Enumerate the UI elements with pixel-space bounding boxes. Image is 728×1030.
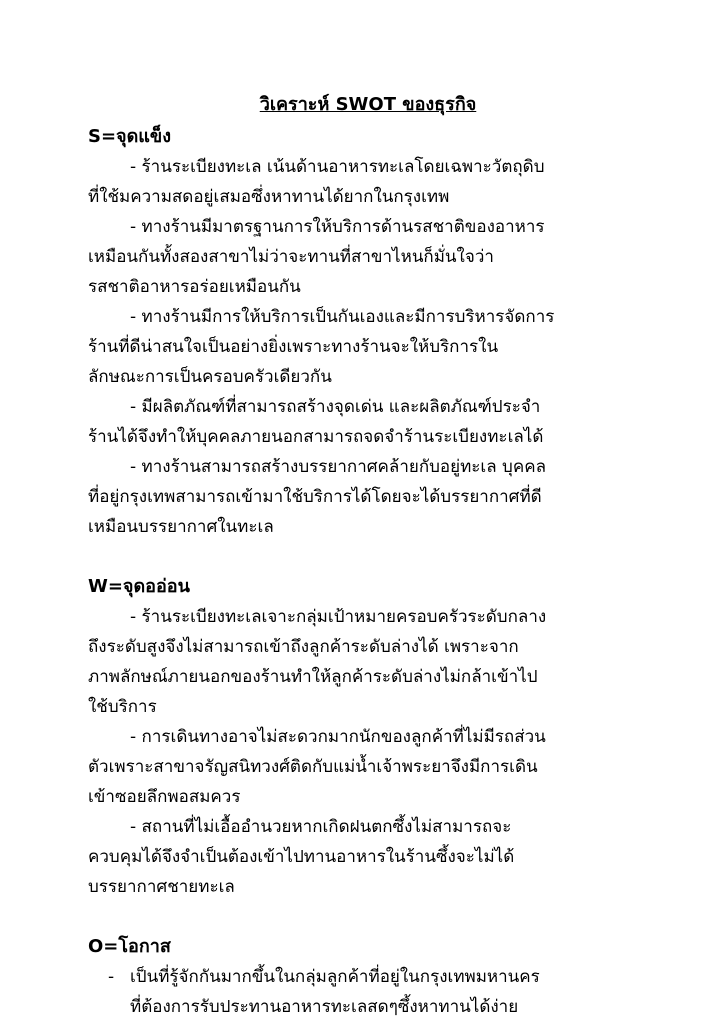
- paragraph-line: เหมือนกันทั้งสองสาขาไม่ว่าจะทานที่สาขาไหนก็มั่นใจว่า: [88, 247, 494, 267]
- paragraph-line: ที่อยู่กรุงเทพสามารถเข้ามาใช้บริการได้โดยจะได้บรรยากาศที่ดี: [88, 487, 542, 507]
- section-heading-strengths: S=จุดแข็ง: [88, 126, 171, 147]
- paragraph-line: ควบคุมได้จึงจำเป็นต้องเข้าไปทานอาหารในร้านซึ้งจะไม่ได้: [88, 847, 515, 867]
- paragraph: [88, 722, 648, 812]
- section-heading-opportunities: O=โอกาส: [88, 936, 171, 957]
- document-title: วิเคราะห์ SWOT ของธุรกิจ: [259, 94, 477, 115]
- paragraph: [88, 152, 648, 212]
- paragraph-line: - การเดินทางอาจไม่สะดวกมากนักของลูกค้าที่ไม่มีรถส่วน: [130, 727, 546, 747]
- list-item-line: ที่ต้องการรับประทานอาหารทะเลสดๆซึ้งหาทานได้ง่าย: [130, 997, 519, 1017]
- paragraph: [88, 302, 648, 392]
- paragraph-line: ที่ใช้มความสดอยู่เสมอซึ่งหาทานได้ยากในกรุงเทพ: [88, 187, 450, 207]
- paragraph-line: ลักษณะการเป็นครอบครัวเดียวกัน: [88, 367, 332, 387]
- paragraph: [88, 602, 648, 722]
- paragraph-line: - ทางร้านสามารถสร้างบรรยากาศคล้ายกับอยู่ทะเล บุคคล: [130, 457, 547, 477]
- paragraph-line: - ร้านระเบียงทะเลเจาะกลุ่มเป้าหมายครอบครัวระดับกลาง: [130, 607, 547, 627]
- paragraph: [88, 452, 648, 542]
- paragraph-line: - ทางร้านมีมาตรฐานการให้บริการด้านรสชาติของอาหาร: [130, 217, 545, 237]
- opportunities-list: [88, 962, 648, 1022]
- list-item: [88, 962, 648, 1022]
- paragraph-line: รสชาติอาหารอร่อยเหมือนกัน: [88, 277, 301, 297]
- paragraph: [88, 392, 648, 452]
- section-opportunities: [88, 932, 648, 1022]
- paragraph-line: ร้านที่ดีน่าสนใจเป็นอย่างยิ่งเพราะทางร้านจะให้บริการใน: [88, 337, 499, 357]
- paragraph-line: เหมือนบรรยากาศในทะเล: [88, 517, 274, 537]
- section-strengths: [88, 122, 648, 542]
- list-dash: -: [108, 967, 115, 987]
- paragraph-line: - ทางร้านมีการให้บริการเป็นกันเองและมีการบริหารจัดการ: [130, 307, 555, 327]
- document-page: [88, 88, 648, 1022]
- paragraph-line: - สถานที่ไม่เอื้ออำนวยหากเกิดฝนตกซึ้งไม่สามารถจะ: [130, 817, 512, 837]
- paragraph: [88, 812, 648, 902]
- paragraph-line: ร้านได้จึงทำให้บุคคลภายนอกสามารถจดจำร้านระเบียงทะเลได้: [88, 427, 544, 447]
- paragraph-line: ภาพลักษณ์ภายนอกของร้านทำให้ลูกค้าระดับล่างไม่กล้าเข้าไป: [88, 667, 538, 687]
- paragraph-line: ตัวเพราะสาขาจรัญสนิทวงศ์ติดกับแม่น้ำเจ้าพระยาจึงมีการเดิน: [88, 757, 538, 777]
- paragraph-line: - มีผลิตภัณฑ์ที่สามารถสร้างจุดเด่น และผลิตภัณฑ์ประจำ: [130, 397, 541, 417]
- paragraph-line: เข้าซอยลึกพอสมควร: [88, 787, 241, 807]
- paragraph: [88, 212, 648, 302]
- paragraph-line: บรรยากาศชายทะเล: [88, 877, 235, 897]
- paragraph-line: - ร้านระเบียงทะเล เน้นด้านอาหารทะเลโดยเฉพาะวัตถุดิบ: [130, 157, 545, 177]
- paragraph-line: ถึงระดับสูงจึงไม่สามารถเข้าถึงลูกค้าระดับล่างได้ เพราะจาก: [88, 637, 519, 657]
- paragraph-line: ใช้บริการ: [88, 697, 157, 717]
- list-item-line: เป็นที่รู้จักกันมากขึ้นในกลุ่มลูกค้าที่อยู่ในกรุงเทพมหานคร: [130, 967, 540, 987]
- section-heading-weaknesses: W=จุดออ่อน: [88, 576, 190, 597]
- section-weaknesses: [88, 572, 648, 902]
